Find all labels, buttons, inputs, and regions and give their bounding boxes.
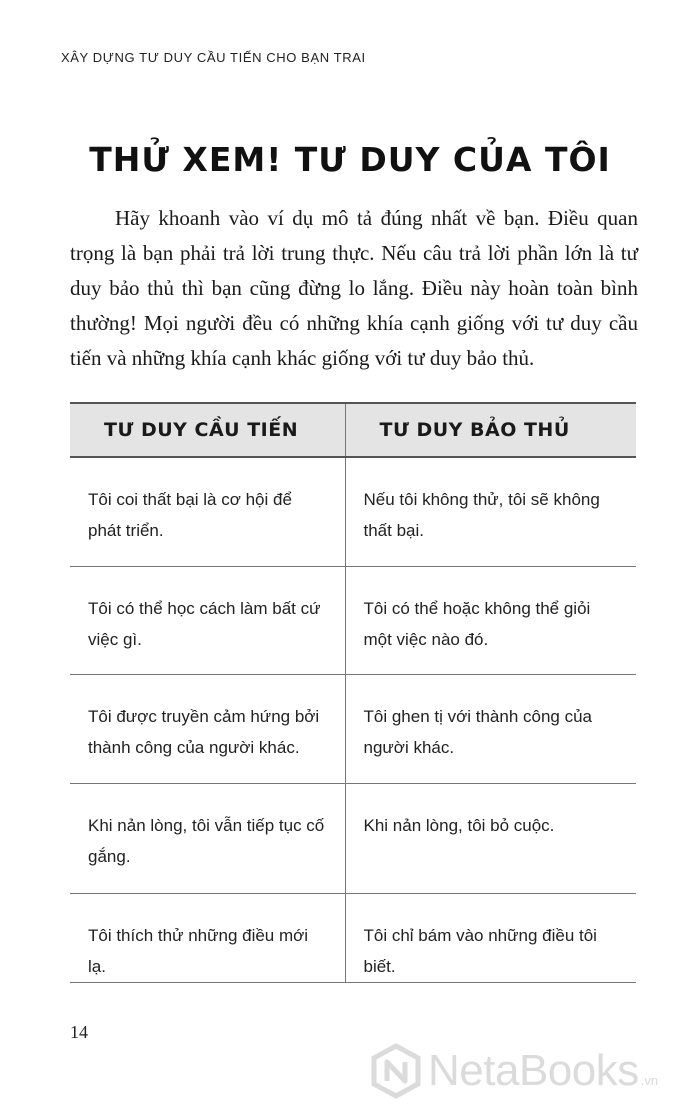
fixed-cell: Nếu tôi không thử, tôi sẽ không thất bại. xyxy=(345,457,636,567)
growth-cell: Tôi coi thất bại là cơ hội để phát triển. xyxy=(70,457,345,567)
table-row xyxy=(70,894,636,983)
watermark-text: NetaBooks xyxy=(428,1046,639,1095)
netabooks-logo-icon xyxy=(368,1043,424,1099)
intro-paragraph: Hãy khoanh vào ví dụ mô tả đúng nhất về bạn. Điều quan trọng là bạn phải trả lời trung thực. Nếu câu trả lời phần lớn là tư duy bảo thủ thì bạn cũng đừng lo lắng. Điều này hoàn toàn bình thường! Mọi người đều có những khía cạnh giống với tư duy cầu tiến và những khía cạnh khác giống với tư duy bảo thủ. xyxy=(70,206,638,370)
fixed-cell: Tôi ghen tị với thành công của người khác. xyxy=(345,675,636,784)
header-fixed-mindset: TƯ DUY BẢO THỦ xyxy=(345,403,636,457)
table-header-row xyxy=(70,403,636,457)
fixed-cell: Tôi có thể hoặc không thể giỏi một việc nào đó. xyxy=(345,567,636,675)
fixed-cell: Tôi chỉ bám vào những điều tôi biết. xyxy=(345,894,636,983)
netabooks-watermark xyxy=(368,1043,658,1099)
growth-cell: Tôi được truyền cảm hứng bởi thành công của người khác. xyxy=(70,675,345,784)
growth-cell: Tôi có thể học cách làm bất cứ việc gì. xyxy=(70,567,345,675)
mindset-comparison-table xyxy=(70,402,636,983)
header-growth-mindset: TƯ DUY CẦU TIẾN xyxy=(70,403,345,457)
page-title: THỬ XEM! TƯ DUY CỦA TÔI xyxy=(89,140,611,179)
fixed-cell: Khi nản lòng, tôi bỏ cuộc. xyxy=(345,784,636,894)
table-row xyxy=(70,784,636,894)
table-row xyxy=(70,567,636,675)
watermark-suffix: .vn xyxy=(640,1072,659,1088)
page-number: 14 xyxy=(70,1022,88,1042)
table-row xyxy=(70,675,636,784)
table-row xyxy=(70,457,636,567)
growth-cell: Tôi thích thử những điều mới lạ. xyxy=(70,894,345,983)
growth-cell: Khi nản lòng, tôi vẫn tiếp tục cố gắng. xyxy=(70,784,345,894)
running-header: XÂY DỰNG TƯ DUY CẦU TIẾN CHO BẠN TRAI xyxy=(61,50,366,65)
